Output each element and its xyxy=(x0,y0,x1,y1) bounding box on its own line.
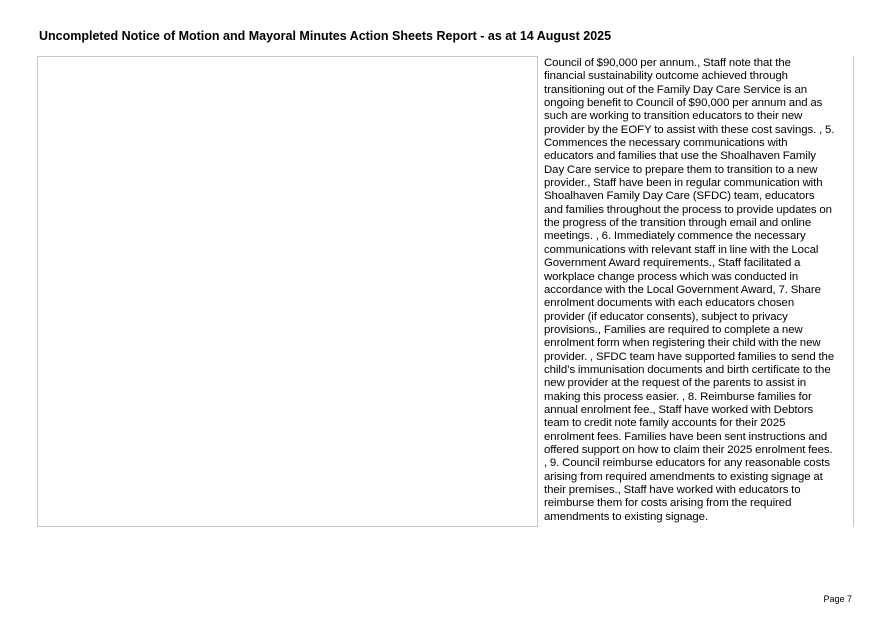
action-notes-line: Day Care service to prepare them to transition to a new xyxy=(544,163,818,176)
action-notes-line: provider. , SFDC team have supported families to send the xyxy=(544,350,835,363)
action-notes-line: enrolment form when registering their child with the new xyxy=(544,337,821,350)
action-notes-line: their premises., Staff have worked with educators to xyxy=(544,484,801,496)
action-notes-line: Shoalhaven Family Day Care (SFDC) team, educators xyxy=(544,190,815,203)
action-notes-line: enrolment documents with each educators chosen xyxy=(544,297,795,310)
action-notes-line: workplace change process which was conducted in xyxy=(544,270,799,283)
action-notes-line: amendments to existing signage. xyxy=(544,510,709,523)
action-notes-line: provisions., Families are required to complete a new xyxy=(544,323,803,336)
action-notes-line: provider., Staff have been in regular communication with xyxy=(544,177,823,190)
action-notes-line: the progress of the transition through email and online xyxy=(544,217,812,230)
action-notes-line: , 9. Council reimburse educators for any reasonable costs xyxy=(544,457,830,470)
action-notes-line: ongoing benefit to Council of $90,000 per annum and as xyxy=(544,97,823,110)
action-notes-line: accordance with the Local Government Award, 7. Share xyxy=(544,283,821,296)
action-notes-line: new provider at the request of the parents to assist in xyxy=(544,377,807,390)
action-notes-line: educators and families that use the Shoalhaven Family xyxy=(544,150,816,163)
action-notes-line: Government Award requirements., Staff facilitated a xyxy=(544,257,801,270)
action-notes-line: financial sustainability outcome achieved through xyxy=(544,70,788,83)
table-cell-empty xyxy=(37,56,538,527)
action-notes-line: provider (if educator consents), subject to privacy xyxy=(544,310,788,323)
action-notes-line: communications with relevant staff in line with the Local xyxy=(544,243,819,256)
page-number: Page 7 xyxy=(823,594,852,604)
action-notes-line: team to credit note family accounts for their 2025 xyxy=(544,417,786,430)
action-notes-line: making this process easier. , 8. Reimburse families for xyxy=(544,390,812,403)
action-notes-line: Council of $90,000 per annum., Staff note that the xyxy=(544,57,791,69)
action-notes-line: meetings. , 6. Immediately commence the necessary xyxy=(544,230,806,243)
action-notes-line: offered support on how to claim their 2025 enrolment fees. xyxy=(544,443,833,456)
action-notes-line: arising from required amendments to existing signage at xyxy=(544,470,823,483)
action-notes-line: child’s immunisation documents and birth certificate to the xyxy=(544,363,831,376)
action-notes-line: enrolment fees. Families have been sent instructions and xyxy=(544,430,828,443)
action-notes-line: Commences the necessary communications with xyxy=(544,137,788,150)
action-notes-line: and families throughout the process to provide updates on xyxy=(544,203,832,216)
action-notes-line: such are working to transition educators to their new xyxy=(544,110,803,123)
report-title: Uncompleted Notice of Motion and Mayoral Minutes Action Sheets Report - as at 14 August 2025 xyxy=(39,29,612,43)
action-notes-line: provider by the EOFY to assist with these cost savings. , 5. xyxy=(544,123,835,136)
action-notes-line: annual enrolment fee., Staff have worked with Debtors xyxy=(544,403,814,416)
action-notes-text xyxy=(544,57,852,524)
action-notes-line: transitioning out of the Family Day Care Service is an xyxy=(544,83,808,96)
action-notes-line: reimburse them for costs arising from the required xyxy=(544,497,792,510)
